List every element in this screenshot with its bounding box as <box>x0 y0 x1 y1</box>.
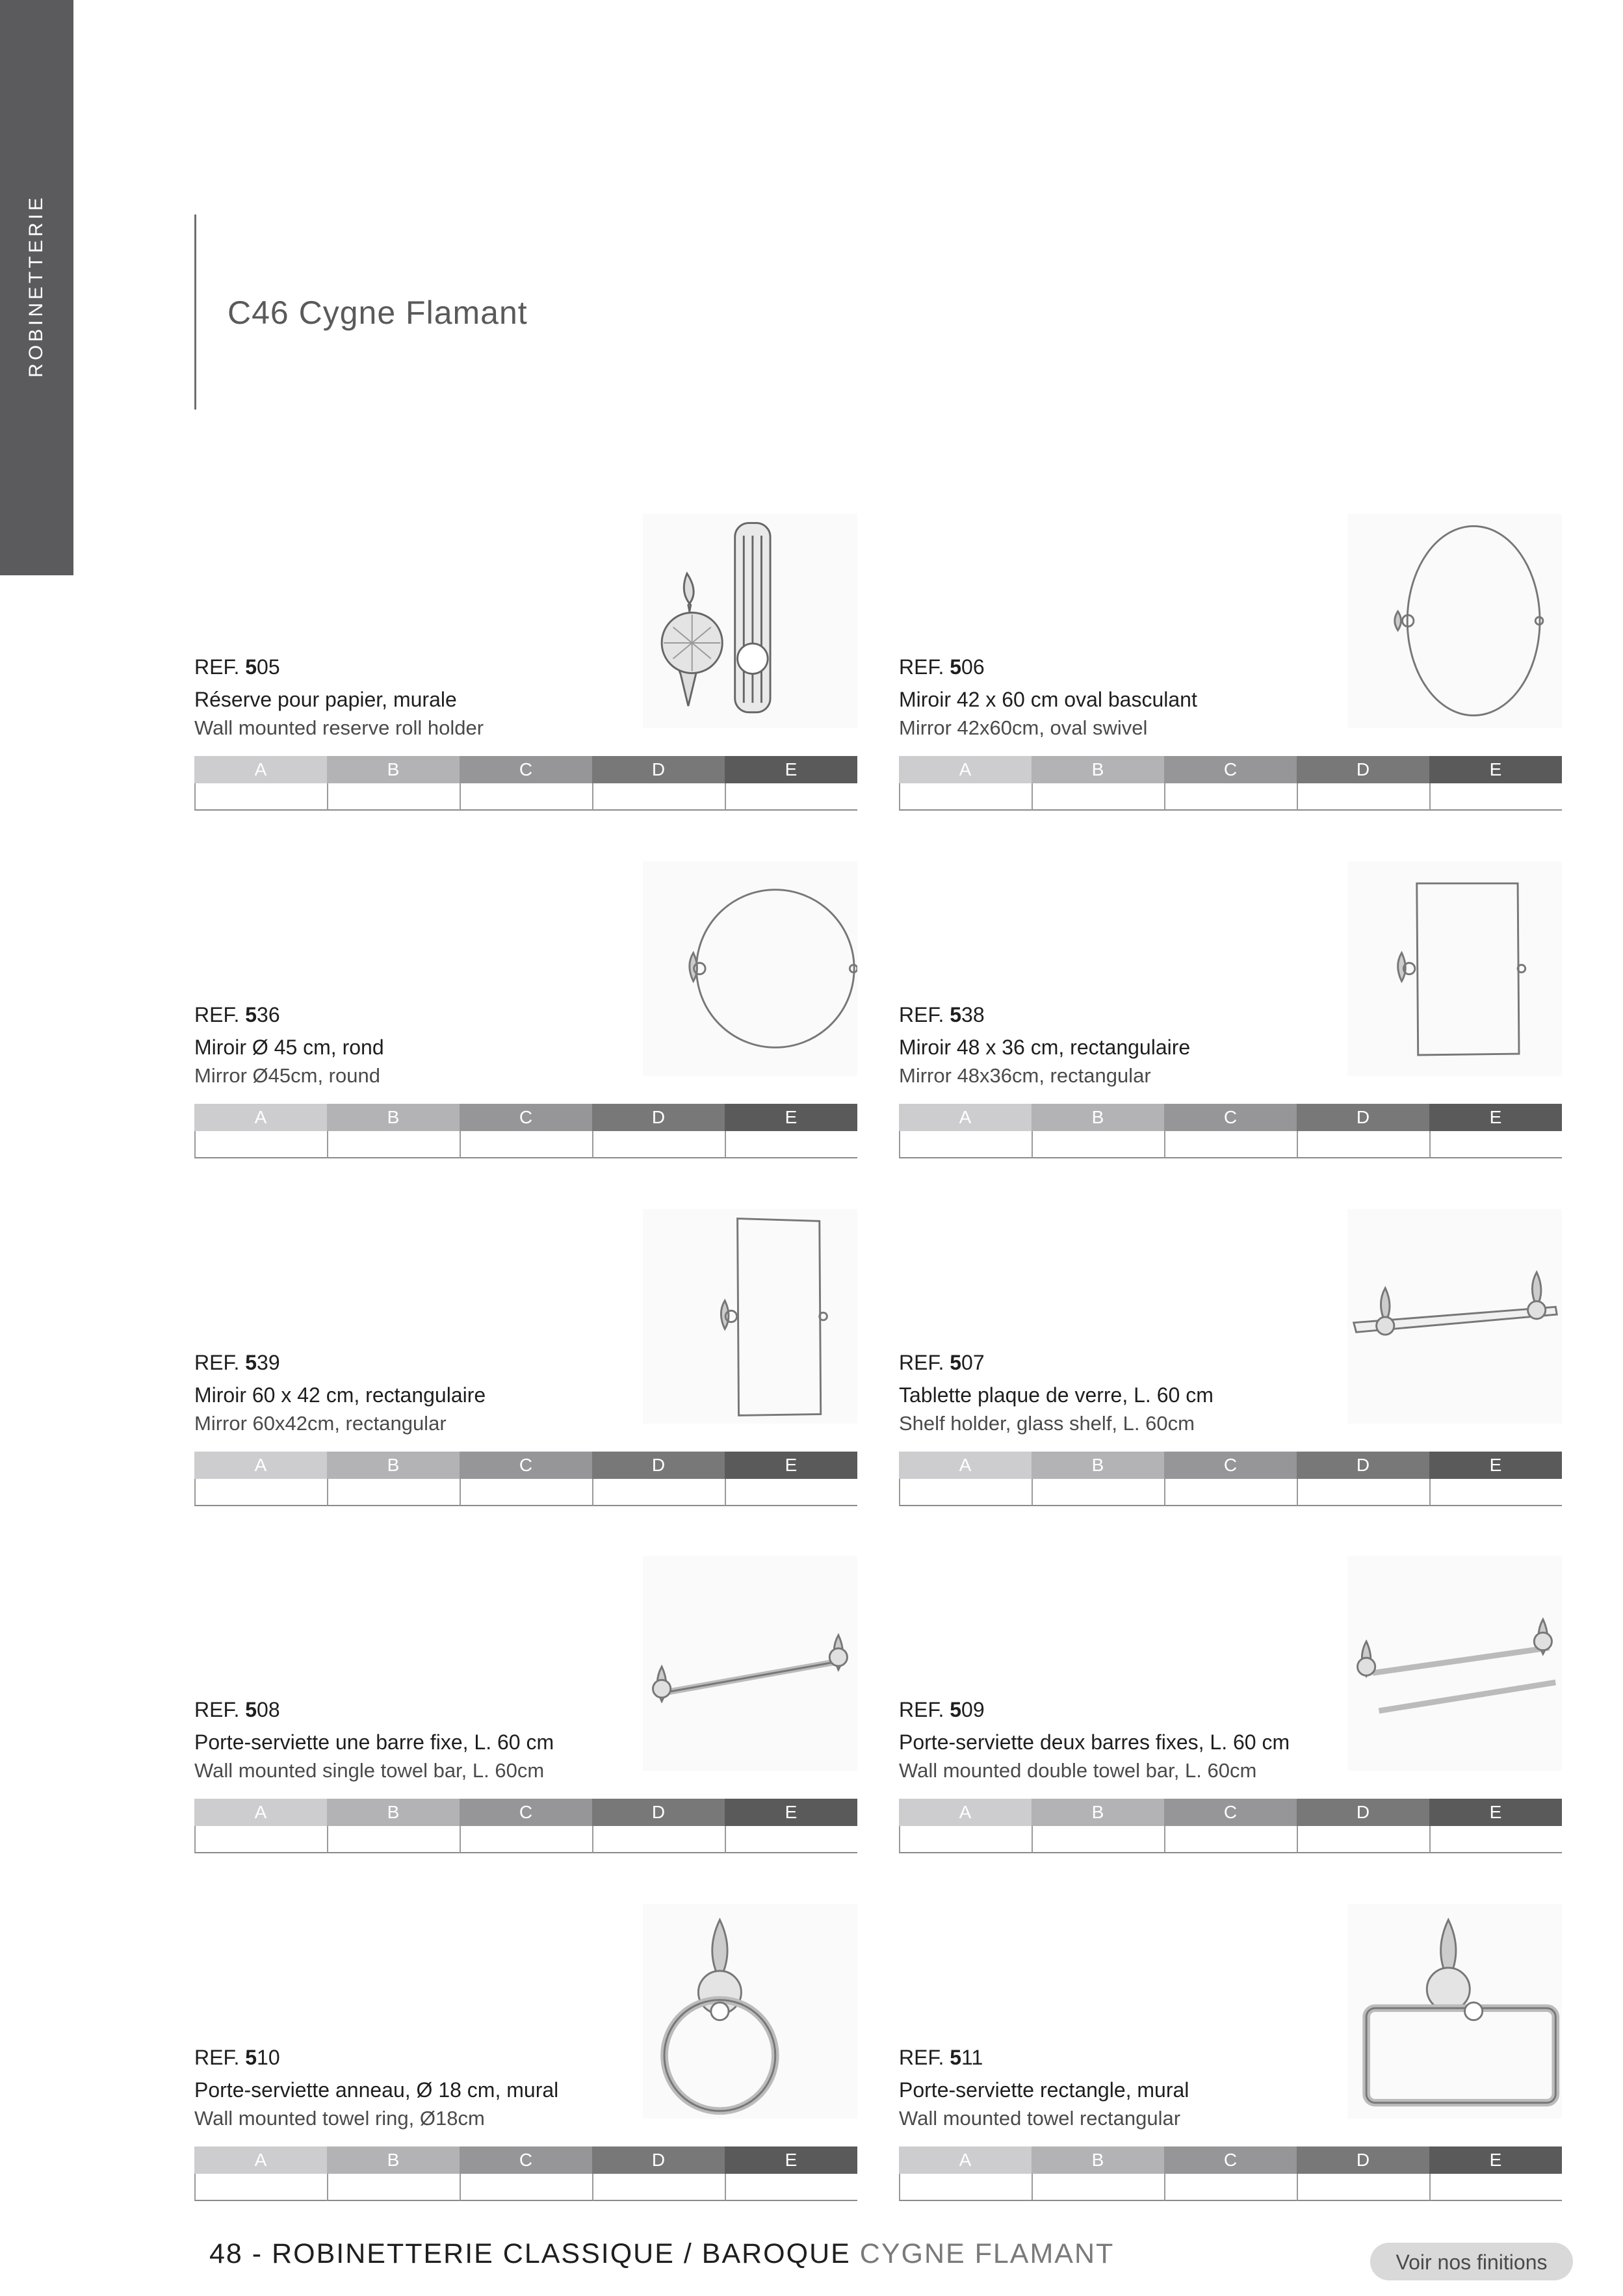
ref-number-rest: 05 <box>257 655 280 679</box>
product-card <box>194 1209 857 1508</box>
product-reference <box>194 1003 280 1027</box>
product-name-fr: Miroir 42 x 60 cm oval basculant <box>899 688 1197 711</box>
product-reference <box>194 655 280 679</box>
finish-column <box>899 2146 1032 2201</box>
finish-header: A <box>899 756 1032 783</box>
finish-column <box>1297 1799 1429 1853</box>
finish-cell[interactable] <box>725 2174 857 2201</box>
product-image <box>643 1556 857 1771</box>
product-card <box>194 1904 857 2203</box>
finish-header: E <box>1429 1104 1562 1131</box>
finish-column <box>592 1104 725 1158</box>
product-name-en: Mirror 42x60cm, oval swivel <box>899 716 1148 739</box>
product-reference <box>194 2046 280 2070</box>
single-towel-bar-icon <box>643 1556 857 1771</box>
finish-cell[interactable] <box>327 2174 460 2201</box>
finish-column <box>1032 1452 1164 1506</box>
finish-column <box>1032 756 1164 811</box>
finish-column <box>899 1452 1032 1506</box>
product-reference <box>899 1003 985 1027</box>
finish-cell[interactable] <box>592 2174 725 2201</box>
product-name-fr: Miroir 60 x 42 cm, rectangulaire <box>194 1383 486 1407</box>
finish-cell[interactable] <box>1164 1479 1297 1506</box>
finish-column <box>1164 1452 1297 1506</box>
product-reference <box>899 1698 985 1722</box>
finish-cell[interactable] <box>1429 1826 1562 1853</box>
finish-cell[interactable] <box>1297 1131 1429 1158</box>
finish-column <box>1429 1799 1562 1853</box>
finish-table <box>194 1799 857 1853</box>
finish-header: A <box>194 1104 327 1131</box>
towel-ring-icon <box>643 1904 857 2119</box>
product-card <box>194 861 857 1160</box>
finish-header: E <box>1429 1452 1562 1479</box>
finish-header: A <box>899 1799 1032 1826</box>
finish-cell[interactable] <box>194 783 327 811</box>
finish-header: B <box>1032 1452 1164 1479</box>
product-name-fr: Porte-serviette deux barres fixes, L. 60 cm <box>899 1730 1290 1754</box>
product-card <box>899 1556 1562 1855</box>
ref-number-rest: 10 <box>257 2046 280 2069</box>
finish-header: B <box>327 1104 460 1131</box>
ref-number-rest: 07 <box>961 1351 985 1374</box>
ref-number-rest: 09 <box>961 1698 985 1721</box>
finish-cell[interactable] <box>194 2174 327 2201</box>
finish-header: C <box>460 756 592 783</box>
finish-header: C <box>1164 1799 1297 1826</box>
finish-header: D <box>592 1799 725 1826</box>
finish-cell[interactable] <box>1297 783 1429 811</box>
finish-cell[interactable] <box>327 1131 460 1158</box>
finish-header: E <box>1429 2146 1562 2174</box>
ref-prefix: REF. <box>194 655 240 679</box>
finish-cell[interactable] <box>1429 2174 1562 2201</box>
product-name-en: Wall mounted single towel bar, L. 60cm <box>194 1759 545 1782</box>
finish-column <box>194 1452 327 1506</box>
finish-header: D <box>1297 2146 1429 2174</box>
ref-number-bold: 5 <box>245 1698 257 1721</box>
finish-cell[interactable] <box>1032 1826 1164 1853</box>
finish-header: A <box>194 2146 327 2174</box>
finish-column <box>592 1799 725 1853</box>
finish-cell[interactable] <box>899 2174 1032 2201</box>
ref-prefix: REF. <box>899 1351 944 1374</box>
finish-header: A <box>194 756 327 783</box>
product-card <box>899 861 1562 1160</box>
finish-header: C <box>1164 2146 1297 2174</box>
finish-cell[interactable] <box>1429 783 1562 811</box>
finish-cell[interactable] <box>327 783 460 811</box>
finish-table <box>899 1799 1562 1853</box>
finish-column <box>194 756 327 811</box>
finish-header: A <box>899 1452 1032 1479</box>
ref-prefix: REF. <box>194 2046 240 2069</box>
finish-header: C <box>1164 1104 1297 1131</box>
finish-column <box>592 1452 725 1506</box>
product-image <box>1347 514 1562 728</box>
finish-column <box>327 756 460 811</box>
finish-cell[interactable] <box>1164 2174 1297 2201</box>
product-name-fr: Tablette plaque de verre, L. 60 cm <box>899 1383 1214 1407</box>
finish-header: D <box>592 1104 725 1131</box>
ref-number-bold: 5 <box>950 655 962 679</box>
ref-number-bold: 5 <box>245 655 257 679</box>
footer-separator: - <box>252 2238 263 2269</box>
finish-column <box>1297 1452 1429 1506</box>
page-title: C46 Cygne Flamant <box>227 294 528 331</box>
finish-column <box>1429 1104 1562 1158</box>
finish-column <box>1032 1799 1164 1853</box>
ref-number-rest: 38 <box>961 1003 985 1026</box>
finish-cell[interactable] <box>1032 2174 1164 2201</box>
finish-header: B <box>1032 2146 1164 2174</box>
finish-header: C <box>460 1104 592 1131</box>
finish-header: E <box>725 756 857 783</box>
see-finishes-button[interactable]: Voir nos finitions <box>1370 2243 1573 2280</box>
product-card <box>899 1904 1562 2203</box>
finish-cell[interactable] <box>725 1826 857 1853</box>
product-reference <box>899 1351 985 1375</box>
finish-cell[interactable] <box>1032 1131 1164 1158</box>
finish-column <box>460 2146 592 2201</box>
product-image <box>643 1904 857 2119</box>
finish-column <box>327 1799 460 1853</box>
finish-cell[interactable] <box>899 1826 1032 1853</box>
finish-column <box>460 756 592 811</box>
finish-header: B <box>327 1799 460 1826</box>
finish-header: A <box>899 2146 1032 2174</box>
finish-column <box>1032 1104 1164 1158</box>
finish-cell[interactable] <box>592 1479 725 1506</box>
finish-column <box>1164 1104 1297 1158</box>
finish-cell[interactable] <box>1429 1131 1562 1158</box>
footer-collection: ROBINETTERIE CLASSIQUE / BAROQUE <box>272 2238 851 2269</box>
side-section-tab <box>0 0 73 575</box>
page-footer <box>209 2238 1114 2270</box>
finish-header: D <box>592 1452 725 1479</box>
finish-column <box>327 1104 460 1158</box>
ref-number-bold: 5 <box>950 1698 962 1721</box>
finish-cell[interactable] <box>194 1826 327 1853</box>
tall-mirror-icon <box>643 1209 857 1424</box>
product-reference <box>194 1698 280 1722</box>
finish-table <box>194 1452 857 1506</box>
finish-header: B <box>1032 756 1164 783</box>
finish-header: D <box>1297 1452 1429 1479</box>
round-mirror-icon <box>643 861 857 1076</box>
finish-cell[interactable] <box>327 1826 460 1853</box>
finish-cell[interactable] <box>1164 783 1297 811</box>
finish-cell[interactable] <box>1032 1479 1164 1506</box>
finish-header: E <box>1429 756 1562 783</box>
finish-column <box>725 1104 857 1158</box>
finish-cell[interactable] <box>592 1131 725 1158</box>
ref-number-rest: 08 <box>257 1698 280 1721</box>
finish-column <box>1164 2146 1297 2201</box>
towel-rectangle-icon <box>1347 1904 1562 2119</box>
finish-header: C <box>1164 1452 1297 1479</box>
ref-number-bold: 5 <box>950 1003 962 1026</box>
finish-column <box>460 1799 592 1853</box>
oval-mirror-icon <box>1347 514 1562 728</box>
ref-number-rest: 11 <box>961 2046 983 2069</box>
finish-column <box>899 1104 1032 1158</box>
finish-header: D <box>1297 1799 1429 1826</box>
finish-column <box>460 1104 592 1158</box>
footer-line-name: CYGNE FLAMANT <box>859 2238 1115 2269</box>
finish-table <box>194 1104 857 1158</box>
finish-header: E <box>725 1799 857 1826</box>
finish-header: B <box>327 1452 460 1479</box>
product-name-en: Mirror 60x42cm, rectangular <box>194 1412 447 1435</box>
ref-prefix: REF. <box>899 1698 944 1721</box>
finish-column <box>1429 2146 1562 2201</box>
product-name-fr: Porte-serviette anneau, Ø 18 cm, mural <box>194 2078 559 2102</box>
finish-cell[interactable] <box>899 1479 1032 1506</box>
ref-number-bold: 5 <box>950 2046 962 2069</box>
product-card <box>899 1209 1562 1508</box>
finish-column <box>1297 756 1429 811</box>
finish-table <box>194 2146 857 2201</box>
product-name-fr: Miroir 48 x 36 cm, rectangulaire <box>899 1036 1191 1059</box>
finish-cell[interactable] <box>1429 1479 1562 1506</box>
finish-header: B <box>327 756 460 783</box>
finish-column <box>725 2146 857 2201</box>
finish-column <box>1297 2146 1429 2201</box>
roll-holder-icon <box>643 514 857 728</box>
side-section-label: ROBINETTERIE <box>25 194 47 378</box>
product-name-fr: Réserve pour papier, murale <box>194 688 457 711</box>
ref-prefix: REF. <box>899 655 944 679</box>
finish-cell[interactable] <box>899 783 1032 811</box>
page-number: 48 <box>209 2238 243 2269</box>
finish-column <box>327 2146 460 2201</box>
finish-column <box>194 1799 327 1853</box>
finish-cell[interactable] <box>592 783 725 811</box>
finish-cell[interactable] <box>460 1131 592 1158</box>
product-card <box>194 1556 857 1855</box>
product-image <box>1347 861 1562 1076</box>
product-name-fr: Porte-serviette une barre fixe, L. 60 cm <box>194 1730 554 1754</box>
finish-header: D <box>592 2146 725 2174</box>
finish-column <box>725 1799 857 1853</box>
finish-header: B <box>1032 1104 1164 1131</box>
finish-cell[interactable] <box>327 1479 460 1506</box>
product-image <box>1347 1556 1562 1771</box>
finish-cell[interactable] <box>725 1131 857 1158</box>
product-reference <box>899 655 985 679</box>
finish-header: A <box>899 1104 1032 1131</box>
product-card <box>194 514 857 813</box>
finish-cell[interactable] <box>592 1826 725 1853</box>
finish-table <box>899 1452 1562 1506</box>
ref-number-bold: 5 <box>950 1351 962 1374</box>
finish-table <box>899 756 1562 811</box>
rect-mirror-icon <box>1347 861 1562 1076</box>
finish-column <box>725 756 857 811</box>
product-name-en: Wall mounted reserve roll holder <box>194 716 484 739</box>
product-card <box>899 514 1562 813</box>
finish-cell[interactable] <box>460 1826 592 1853</box>
product-reference <box>899 2046 983 2070</box>
product-name-en: Shelf holder, glass shelf, L. 60cm <box>899 1412 1195 1435</box>
product-image <box>1347 1209 1562 1424</box>
finish-header: E <box>725 1104 857 1131</box>
finish-cell[interactable] <box>725 1479 857 1506</box>
finish-header: A <box>194 1452 327 1479</box>
finish-header: B <box>1032 1799 1164 1826</box>
ref-prefix: REF. <box>194 1351 240 1374</box>
ref-number-bold: 5 <box>245 2046 257 2069</box>
finish-column <box>1164 1799 1297 1853</box>
finish-table <box>899 1104 1562 1158</box>
finish-cell[interactable] <box>1297 1479 1429 1506</box>
finish-table <box>194 756 857 811</box>
product-reference <box>194 1351 280 1375</box>
finish-header: D <box>592 756 725 783</box>
finish-cell[interactable] <box>725 783 857 811</box>
finish-column <box>592 2146 725 2201</box>
ref-number-rest: 06 <box>961 655 985 679</box>
glass-shelf-icon <box>1347 1209 1562 1424</box>
finish-header: E <box>725 1452 857 1479</box>
finish-header: D <box>1297 1104 1429 1131</box>
finish-header: E <box>1429 1799 1562 1826</box>
finish-column <box>1164 756 1297 811</box>
finish-cell[interactable] <box>1164 1826 1297 1853</box>
ref-number-bold: 5 <box>245 1351 257 1374</box>
ref-number-bold: 5 <box>245 1003 257 1026</box>
finish-header: D <box>1297 756 1429 783</box>
finish-cell[interactable] <box>1297 2174 1429 2201</box>
ref-number-rest: 39 <box>257 1351 280 1374</box>
finish-header: C <box>1164 756 1297 783</box>
finish-column <box>725 1452 857 1506</box>
finish-cell[interactable] <box>1032 783 1164 811</box>
product-image <box>643 514 857 728</box>
ref-prefix: REF. <box>194 1698 240 1721</box>
finish-column <box>899 1799 1032 1853</box>
finish-header: A <box>194 1799 327 1826</box>
finish-column <box>194 1104 327 1158</box>
finish-column <box>592 756 725 811</box>
finish-column <box>327 1452 460 1506</box>
ref-prefix: REF. <box>899 2046 944 2069</box>
product-name-en: Wall mounted towel ring, Ø18cm <box>194 2107 485 2130</box>
finish-header: B <box>327 2146 460 2174</box>
product-image <box>643 1209 857 1424</box>
finish-cell[interactable] <box>460 783 592 811</box>
product-image <box>1347 1904 1562 2119</box>
finish-cell[interactable] <box>1297 1826 1429 1853</box>
product-name-en: Mirror Ø45cm, round <box>194 1064 380 1087</box>
ref-number-rest: 36 <box>257 1003 280 1026</box>
finish-cell[interactable] <box>1164 1131 1297 1158</box>
finish-cell[interactable] <box>460 2174 592 2201</box>
finish-cell[interactable] <box>194 1479 327 1506</box>
double-towel-bar-icon <box>1347 1556 1562 1771</box>
finish-column <box>1297 1104 1429 1158</box>
finish-header: C <box>460 2146 592 2174</box>
finish-column <box>1032 2146 1164 2201</box>
ref-prefix: REF. <box>194 1003 240 1026</box>
finish-column <box>194 2146 327 2201</box>
finish-cell[interactable] <box>194 1131 327 1158</box>
finish-column <box>1429 756 1562 811</box>
finish-table <box>899 2146 1562 2201</box>
finish-cell[interactable] <box>460 1479 592 1506</box>
finish-header: C <box>460 1452 592 1479</box>
product-name-en: Mirror 48x36cm, rectangular <box>899 1064 1151 1087</box>
title-divider <box>194 215 196 410</box>
finish-header: E <box>725 2146 857 2174</box>
product-name-en: Wall mounted towel rectangular <box>899 2107 1181 2130</box>
ref-prefix: REF. <box>899 1003 944 1026</box>
product-name-fr: Miroir Ø 45 cm, rond <box>194 1036 384 1059</box>
finish-column <box>1429 1452 1562 1506</box>
finish-header: C <box>460 1799 592 1826</box>
finish-column <box>460 1452 592 1506</box>
product-image <box>643 861 857 1076</box>
product-name-en: Wall mounted double towel bar, L. 60cm <box>899 1759 1257 1782</box>
finish-cell[interactable] <box>899 1131 1032 1158</box>
finish-column <box>899 756 1032 811</box>
product-name-fr: Porte-serviette rectangle, mural <box>899 2078 1189 2102</box>
